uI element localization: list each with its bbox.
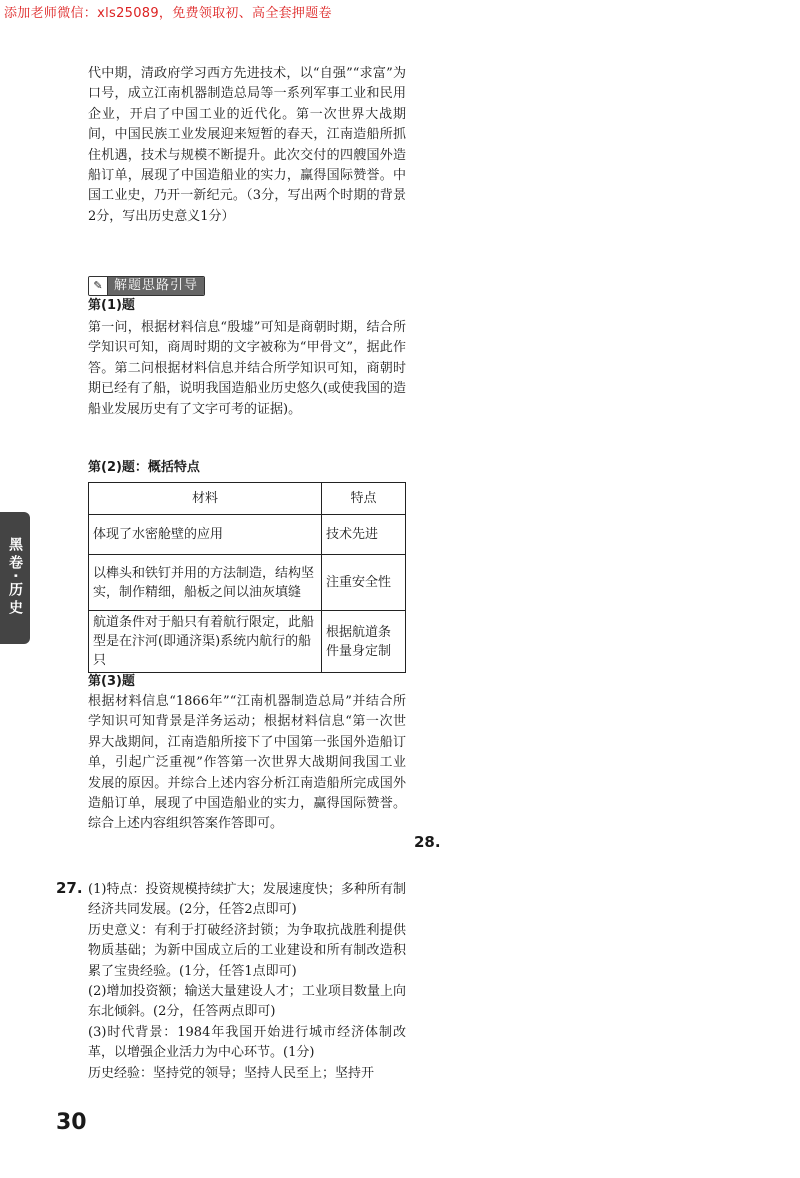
table-cell: 技术先进 [322, 515, 406, 555]
side-tab [0, 512, 30, 644]
question-number-27: 27. [56, 879, 83, 897]
question-number-28: 28. [414, 833, 441, 851]
intro-paragraph: 代中期，清政府学习西方先进技术，以“自强”“求富”为口号，成立江南机器制造总局等一系列军事工业和民用企业，开启了中国工业的近代化。第一次世界大战期间，中国民族工业发展迎来短暂的春天，江南造船所抓住机遇，技术与规模不断提升。此次交付的四艘国外造船订单，展现了中国造船业的实力，赢得国际赞誉。中国工业史，乃开一新纪元。（3分，写出两个时期的背景2分，写出历史意义1分） [88, 66, 406, 224]
table-header: 特点 [322, 483, 406, 515]
pencil-note-icon: ✎ [89, 277, 108, 295]
table-cell: 注重安全性 [322, 555, 406, 611]
watermark: 添加老师微信：xls25089，免费领取初、高全套押题卷 [4, 6, 332, 21]
left-q1-title: 第(1)题 [88, 298, 135, 313]
left-q3-title: 第(3)题 [88, 674, 135, 689]
table-cell: 根据航道条件量身定制 [322, 611, 406, 673]
table-cell: 以榫头和铁钉并用的方法制造，结构坚实，制作精细，船板之间以油灰填缝 [89, 555, 322, 611]
side-tab-label: 黑卷·历史 [7, 537, 23, 619]
left-q3-text: 根据材料信息“1866年”“江南机器制造总局”并结合所学知识可知背景是洋务运动；根据材料信息“第一次世界大战期间，江南造船所接下了中国第一张国外造船订单，引起广泛重视”作答第一次世界大战期间我国工业发展的原因。并综合上述内容分析江南造船所完成国外造船订单，展现了中国造船业的实力，赢得国际赞誉。综合上述内容组织答案作答即可。 [88, 694, 406, 832]
table-cell: 航道条件对于船只有着航行限定，此船型是在汴河(即通济渠)系统内航行的船只 [89, 611, 322, 673]
page-number: 30 [56, 1110, 87, 1135]
left-q1-text: 第一问，根据材料信息“殷墟”可知是商朝时期，结合所学知识可知，商周时期的文字被称为“甲骨文”，据此作答。第二问根据材料信息并结合所学知识可知，商朝时期已经有了船，说明我国造船业历史悠久(或使我国的造船业发展历史有了文字可考的证据)。 [88, 320, 406, 417]
left-banner [88, 274, 205, 296]
left-table [88, 482, 406, 673]
banner-label: 解题思路引导 [108, 277, 204, 295]
table-header: 材料 [89, 483, 322, 515]
q27-answer: (1)特点：投资规模持续扩大；发展速度快；多种所有制经济共同发展。(2分，任答2点即可) 历史意义：有利于打破经济封锁；为争取抗战胜利提供物质基础；为新中国成立后的工业建设和所有制改造积累了宝贵经验。(1分，任答1点即可) (2)增加投资额；输送大量建设人才；工业项目数量上向东北倾斜。(2分，任答两点即可) (3)时代背景：1984年我国开始进行城市经济体制改革，以增强企业活力为中心环节。(1分) 历史经验：坚持党的领导；坚持人民至上；坚持开 [88, 882, 406, 1081]
table-cell: 体现了水密舱壁的应用 [89, 515, 322, 555]
left-q2-title: 第(2)题：概括特点 [88, 460, 200, 475]
